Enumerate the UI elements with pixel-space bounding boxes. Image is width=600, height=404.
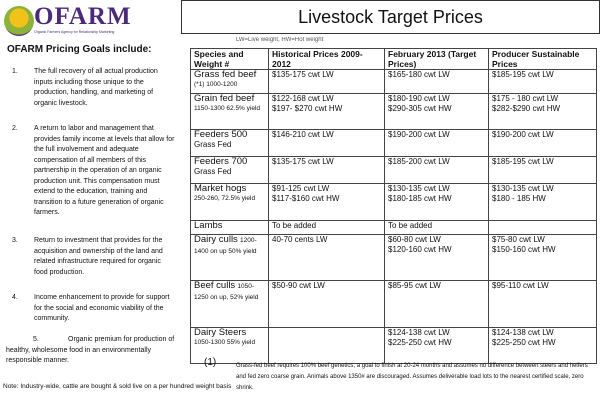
price-cell: [269, 184, 385, 221]
price-line: $290-305 cwt HW: [388, 104, 452, 113]
goal-text: The full recovery of all actual production inputs including those unique to the production, handling, and marketing of organic livestock.: [34, 68, 158, 107]
species-cell: [191, 184, 269, 221]
table-row: [191, 235, 597, 281]
price-line: $225-250 cwt HW: [492, 338, 556, 347]
species-cell: [191, 235, 269, 281]
species-name: Beef culls: [194, 280, 236, 291]
price-line: $60-80 cwt LW: [388, 235, 441, 244]
footnote-text: Grass-fed beef requires 100% beef genetics, a goal to finish at 20-24 months and assumes no difference between steers and heifers and fed zero coarse grain. Animals above 1350# are discouraged. Assumes deliverable load lots to the nearest certified scale, zero shrink.: [236, 363, 588, 391]
price-line: $120-160 cwt HW: [388, 245, 452, 254]
species-cell: [191, 157, 269, 184]
price-line: To be added: [272, 221, 317, 230]
price-cell: [385, 157, 489, 184]
price-line: $185-195 cwt LW: [492, 157, 554, 166]
price-line: $95-110 cwt LW: [492, 281, 549, 290]
species-detail: 1050-1300 55% yield: [194, 339, 256, 346]
price-line: $91-125 cwt LW: [272, 184, 330, 193]
price-cell: [385, 281, 489, 328]
species-detail: Grass Fed: [194, 140, 232, 149]
price-cell: [269, 235, 385, 281]
price-cell: [385, 235, 489, 281]
price-line: $75-80 cwt LW: [492, 235, 545, 244]
species-cell: [191, 281, 269, 328]
price-line: $150-160 cwt HW: [492, 245, 556, 254]
goal-item: [6, 293, 176, 325]
table-row: [191, 157, 597, 184]
price-line: $165-180 cwt LW: [388, 70, 450, 79]
price-cell: [269, 221, 385, 235]
industry-note: Note: Industry-wide, cattle are bought & sold live on a per hundred weight basis: [3, 383, 232, 390]
species-cell: [191, 328, 269, 364]
table-row: [191, 281, 597, 328]
price-line: $146-210 cwt LW: [272, 130, 334, 139]
goal-text: Return to investment that provides for the acquisition and ownership of the land and related infrastructure required for organic food production.: [34, 237, 163, 276]
species-detail: 1150-1300 62.5% yield: [194, 105, 261, 112]
price-cell: [489, 235, 597, 281]
species-cell: [191, 70, 269, 94]
species-detail: 250-260, 72.5% yield: [194, 195, 256, 202]
price-cell: [269, 70, 385, 94]
goal-text: Income enhancement to provide for support for the social and economic viability of the community.: [34, 294, 170, 322]
price-line: $124-138 cwt LW: [492, 328, 554, 337]
goal-number: 2.: [12, 125, 18, 132]
species-name: Dairy culls: [194, 234, 238, 245]
column-header: Producer Sustainable Prices: [489, 49, 597, 70]
price-line: $135-175 cwt LW: [272, 70, 334, 79]
species-detail: Grass Fed: [194, 167, 232, 176]
weight-legend: LW=Live weight, HW=Hot weight: [236, 37, 324, 43]
price-line: $185-195 cwt LW: [492, 70, 554, 79]
species-detail: (*1) 1000-1200: [194, 81, 238, 88]
price-line: $117-$160 cwt HW: [272, 194, 340, 203]
price-cell: [385, 130, 489, 157]
price-cell: [489, 130, 597, 157]
price-line: $190-200 cwt LW: [492, 130, 554, 139]
species-name: Feeders 700: [194, 156, 248, 167]
price-cell: [385, 94, 489, 130]
price-cell: [385, 221, 489, 235]
price-line: $122-168 cwt LW: [272, 94, 334, 103]
goal-number: 4.: [12, 294, 18, 301]
price-line: $124-138 cwt LW: [388, 328, 450, 337]
species-name: Feeders 500: [194, 129, 248, 140]
logo-tagline: Organic Farmers Agency for Relationship Marketing: [34, 30, 115, 34]
livestock-price-table: [190, 48, 597, 364]
species-detail: 1200-1400 on up 50% yield: [194, 237, 257, 255]
price-line: $180-185 cwt HW: [388, 194, 452, 203]
column-header: Species and Weight #: [191, 49, 269, 70]
species-name: Dairy Steers: [194, 327, 247, 338]
goal-item: [6, 335, 176, 367]
species-cell: [191, 130, 269, 157]
species-cell: [191, 94, 269, 130]
logo-wordmark: OFARM: [34, 3, 132, 30]
price-cell: [489, 221, 597, 235]
ofarm-logo: [4, 4, 172, 38]
price-cell: [385, 70, 489, 94]
column-header: Historical Prices 2009-2012: [269, 49, 385, 70]
species-name: Grain fed beef: [194, 93, 255, 104]
page-title: Livestock Target Prices: [298, 6, 483, 27]
price-line: To be added: [388, 221, 433, 230]
footnote-marker: (1): [204, 357, 217, 368]
species-cell: [191, 221, 269, 235]
column-header: February 2013 (Target Prices): [385, 49, 489, 70]
price-line: $130-135 cwt LW: [492, 184, 554, 193]
price-cell: [269, 94, 385, 130]
price-line: $130-135 cwt LW: [388, 184, 450, 193]
goal-text: A return to labor and management that provides family income at levels that allow for the full involvement and adequate compensation of all members of this partnership in the operation of an organic production unit. This compensation must extend to the education, training and transition to a future generation of organic farmers.: [34, 125, 175, 216]
table-row: [191, 184, 597, 221]
price-line: $85-95 cwt LW: [388, 281, 441, 290]
price-line: $185-200 cwt LW: [388, 157, 450, 166]
price-cell: [489, 70, 597, 94]
goal-item: [6, 124, 176, 219]
table-row: [191, 221, 597, 235]
price-cell: [489, 328, 597, 364]
species-name: Grass fed beef: [194, 69, 257, 80]
price-line: $180 - 185 HW: [492, 194, 546, 203]
price-cell: [269, 328, 385, 364]
price-cell: [385, 328, 489, 364]
goal-text: Organic premium for production of healthy, wholesome food in an environmentally responsible manner.: [6, 336, 175, 364]
price-cell: [269, 281, 385, 328]
price-cell: [489, 281, 597, 328]
goal-item: [6, 67, 176, 109]
price-line: $50-90 cwt LW: [272, 281, 325, 290]
price-cell: [269, 157, 385, 184]
species-name: Market hogs: [194, 183, 247, 194]
price-line: $135-175 cwt LW: [272, 157, 334, 166]
goals-heading: OFARM Pricing Goals include:: [7, 44, 152, 55]
price-line: $197- $270 cwt HW: [272, 104, 343, 113]
price-line: $282-$290 cwt HW: [492, 104, 561, 113]
price-line: $190-200 cwt LW: [388, 130, 450, 139]
price-cell: [385, 184, 489, 221]
price-line: $180-190 cwt LW: [388, 94, 450, 103]
table-row: [191, 130, 597, 157]
farm-emblem-icon: [4, 6, 34, 36]
price-cell: [269, 130, 385, 157]
price-line: $225-250 cwt HW: [388, 338, 452, 347]
goal-number: 3.: [12, 237, 18, 244]
table-header-row: [191, 49, 597, 70]
table-row: [191, 328, 597, 364]
table-row: [191, 70, 597, 94]
goal-item: [6, 236, 176, 278]
goal-number: 1.: [12, 68, 18, 75]
price-cell: [489, 157, 597, 184]
species-detail: 1050-1250 on up, 52% yield: [194, 283, 259, 301]
page-title-box: [181, 0, 600, 34]
species-name: Lambs: [194, 220, 223, 231]
goal-number: 5.: [33, 336, 39, 343]
price-line: $175 - 180 cwt LW: [492, 94, 559, 103]
price-cell: [489, 184, 597, 221]
price-line: 40-70 cents LW: [272, 235, 328, 244]
table-row: [191, 94, 597, 130]
price-cell: [489, 94, 597, 130]
